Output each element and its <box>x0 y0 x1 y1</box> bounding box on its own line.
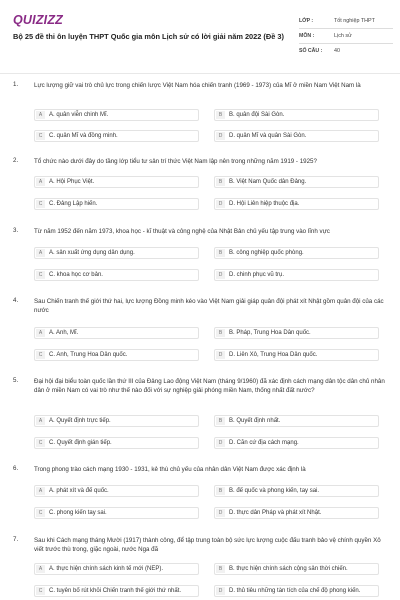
option-text: B. Việt Nam Quốc dân Đảng. <box>229 179 307 185</box>
option-b[interactable] <box>214 415 379 427</box>
option-text: A. Quyết định trực tiếp. <box>49 418 111 424</box>
option-text: C. Đảng Lập hiến. <box>49 201 98 207</box>
option-c[interactable] <box>34 507 199 519</box>
meta-key: LỚP : <box>299 18 314 24</box>
question-text: Sau khi Cách mạng tháng Mười (1917) thành công, để tập trung toàn bộ sức lực lượng cuộc đấu tranh bảo vệ chính quyền Xô viết trước thù trong, giặc ngoài, nước Nga đã <box>34 537 381 553</box>
option-c[interactable] <box>34 198 199 210</box>
option-a[interactable] <box>34 247 199 259</box>
meta-value: Lịch sử <box>334 33 352 39</box>
question-number: 1. <box>13 81 19 88</box>
question-number: 7. <box>13 536 19 543</box>
option-text: A. Hội Phục Việt. <box>49 179 95 185</box>
option-letter: B <box>216 417 225 425</box>
brand-logo: QUIZIZZ <box>13 13 64 27</box>
option-text: A. Anh, Mĩ. <box>49 330 79 336</box>
option-letter: D <box>216 200 225 208</box>
question-number: 2. <box>13 157 19 164</box>
option-letter: C <box>36 351 45 359</box>
question-text: Đại hội đại biểu toàn quốc lần thứ III của Đảng Lao động Việt Nam (tháng 9/1960) đã xác định cách mạng dân tộc dân chủ nhân dân ở miền Nam có vai trò như thế nào đối với sự nghiệp giải phóng miền Nam, thống nhất đất nước? <box>34 378 385 394</box>
option-letter: A <box>36 249 45 257</box>
option-c[interactable] <box>34 130 199 142</box>
header-divider <box>0 73 400 74</box>
option-b[interactable] <box>214 247 379 259</box>
meta-row-grade <box>299 14 393 29</box>
option-d[interactable] <box>214 349 379 361</box>
option-letter: B <box>216 178 225 186</box>
option-letter: D <box>216 587 225 595</box>
option-letter: B <box>216 249 225 257</box>
option-letter: C <box>36 587 45 595</box>
option-text: B. quân đội Sài Gòn. <box>229 112 285 118</box>
option-text: C. khoa học cơ bản. <box>49 272 103 278</box>
option-letter: A <box>36 329 45 337</box>
meta-row-subject <box>299 29 393 44</box>
option-letter: B <box>216 565 225 573</box>
option-letter: B <box>216 111 225 119</box>
option-b[interactable] <box>214 563 379 575</box>
option-text: C. quân Mĩ và đồng minh. <box>49 133 118 139</box>
option-text: D. thực dân Pháp và phát xít Nhật. <box>229 510 322 516</box>
option-text: D. Căn cứ địa cách mạng. <box>229 440 299 446</box>
meta-key: MÔN : <box>299 33 315 39</box>
option-d[interactable] <box>214 437 379 449</box>
option-text: C. Anh, Trung Hoa Dân quốc. <box>49 352 128 358</box>
page-title: Bộ 25 đề thi ôn luyện THPT Quốc gia môn Lịch sử có lời giải năm 2022 (Đề 3) <box>13 32 284 41</box>
option-letter: A <box>36 178 45 186</box>
option-text: A. quân viễn chinh Mĩ. <box>49 112 109 118</box>
meta-value: Tốt nghiệp THPT <box>334 18 375 24</box>
option-text: C. tuyên bố rút khỏi Chiến tranh thế giới thứ nhất. <box>49 588 182 594</box>
option-letter: A <box>36 111 45 119</box>
option-letter: C <box>36 509 45 517</box>
option-a[interactable] <box>34 109 199 121</box>
option-c[interactable] <box>34 437 199 449</box>
option-letter: C <box>36 439 45 447</box>
option-a[interactable] <box>34 415 199 427</box>
option-letter: D <box>216 132 225 140</box>
option-d[interactable] <box>214 507 379 519</box>
option-text: B. thực hiện chính sách cộng sản thời chiến. <box>229 566 348 572</box>
option-text: C. Quyết định gián tiếp. <box>49 440 112 446</box>
option-b[interactable] <box>214 485 379 497</box>
option-letter: D <box>216 271 225 279</box>
option-b[interactable] <box>214 327 379 339</box>
option-d[interactable] <box>214 585 379 597</box>
option-b[interactable] <box>214 176 379 188</box>
option-letter: A <box>36 487 45 495</box>
question-text: Tổ chức nào dưới đây do tầng lớp tiểu tư sản trí thức Việt Nam lập nên trong những năm 1919 - 1925? <box>34 158 317 165</box>
option-text: A. phát xít và đế quốc. <box>49 488 109 494</box>
option-text: B. công nghiệp quốc phòng. <box>229 250 304 256</box>
meta-table <box>299 14 393 58</box>
option-text: D. Hội Liên hiệp thuộc địa. <box>229 201 300 207</box>
option-a[interactable] <box>34 485 199 497</box>
option-a[interactable] <box>34 563 199 575</box>
option-text: D. thủ tiêu những tàn tích của chế độ phong kiến. <box>229 588 361 594</box>
option-text: B. đế quốc và phong kiến, tay sai. <box>229 488 320 494</box>
option-text: B. Quyết định nhất. <box>229 418 281 424</box>
option-letter: D <box>216 509 225 517</box>
question-number: 6. <box>13 465 19 472</box>
question-number: 5. <box>13 377 19 384</box>
option-a[interactable] <box>34 176 199 188</box>
option-text: B. Pháp, Trung Hoa Dân quốc. <box>229 330 311 336</box>
option-letter: C <box>36 271 45 279</box>
worksheet-header <box>0 0 400 72</box>
option-text: D. quân Mĩ và quân Sài Gòn. <box>229 133 307 139</box>
option-letter: D <box>216 351 225 359</box>
option-text: D. chinh phục vũ trụ. <box>229 272 285 278</box>
meta-key: SỐ CÂU : <box>299 48 323 54</box>
question-text: Trong phong trào cách mạng 1930 - 1931, kẻ thù chủ yếu của nhân dân Việt Nam được xác định là <box>34 466 306 473</box>
question-text: Từ năm 1952 đến năm 1973, khoa học - kĩ thuật và công nghệ của Nhật Bản chủ yếu tập trung vào lĩnh vực <box>34 228 330 235</box>
meta-value: 40 <box>334 48 340 54</box>
option-letter: C <box>36 132 45 140</box>
option-letter: D <box>216 439 225 447</box>
option-c[interactable] <box>34 585 199 597</box>
option-text: A. sản xuất ứng dụng dân dụng. <box>49 250 135 256</box>
option-text: C. phong kiến tay sai. <box>49 510 107 516</box>
option-text: D. Liên Xô, Trung Hoa Dân quốc. <box>229 352 318 358</box>
question-text: Sau Chiến tranh thế giới thứ hai, lực lượng Đồng minh kéo vào Việt Nam giải giáp quân đội phát xít Nhật gồm quân đội của các nước <box>34 298 384 314</box>
option-d[interactable] <box>214 130 379 142</box>
question-text: Lực lượng giữ vai trò chủ lực trong chiến lược Việt Nam hóa chiến tranh (1969 - 1973) của Mĩ ở miền Nam Việt Nam là <box>34 82 361 89</box>
option-letter: B <box>216 329 225 337</box>
question-number: 4. <box>13 297 19 304</box>
option-c[interactable] <box>34 269 199 281</box>
option-letter: A <box>36 417 45 425</box>
option-d[interactable] <box>214 269 379 281</box>
option-letter: B <box>216 487 225 495</box>
option-b[interactable] <box>214 109 379 121</box>
option-letter: C <box>36 200 45 208</box>
question-number: 3. <box>13 227 19 234</box>
option-d[interactable] <box>214 198 379 210</box>
option-letter: A <box>36 565 45 573</box>
meta-row-count <box>299 44 393 58</box>
option-text: A. thực hiện chính sách kinh tế mới (NEP). <box>49 566 163 572</box>
option-a[interactable] <box>34 327 199 339</box>
option-c[interactable] <box>34 349 199 361</box>
